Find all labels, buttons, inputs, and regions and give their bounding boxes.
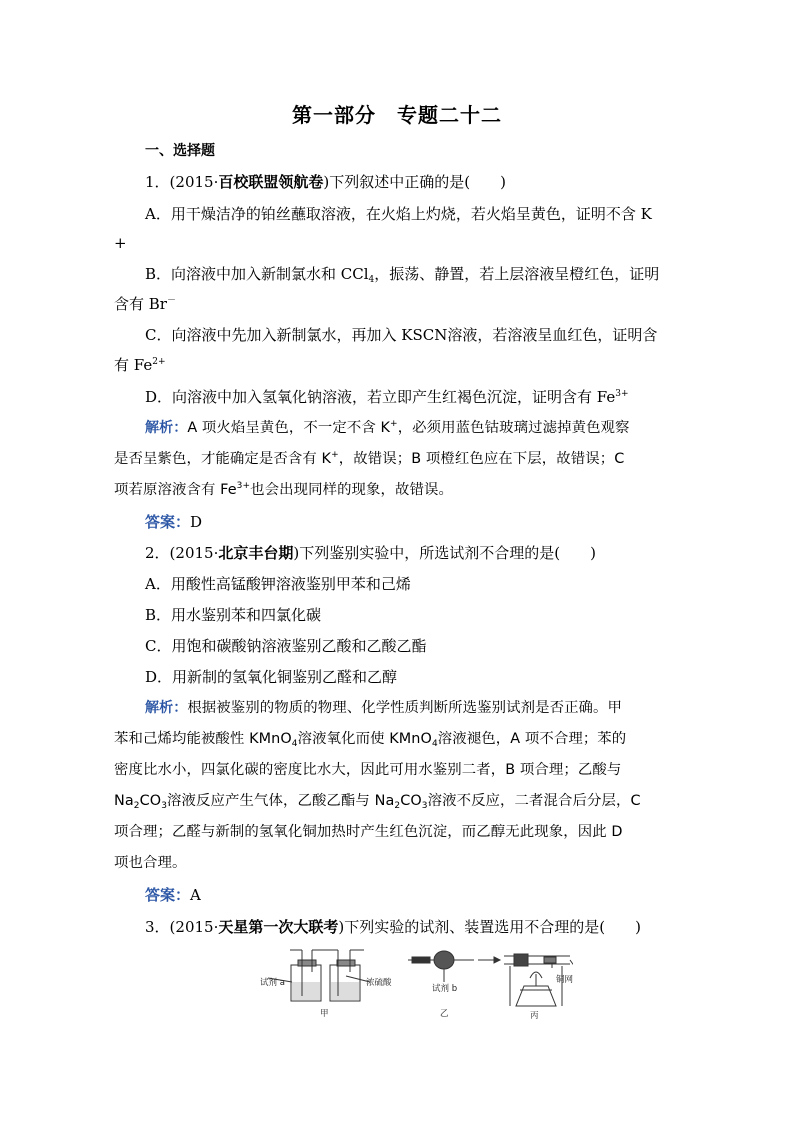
q1-option-c-cont: 有 $Fe^{2+}$ xyxy=(114,356,166,374)
question-2-stem: 2．(2015·北京丰台期)下列鉴别实验中，所选试剂不合理的是( ) xyxy=(145,544,596,562)
q1-analysis-line-3: 项若原溶液含有 $Fe^{3+}$也会出现同样的现象，故错误。 xyxy=(114,481,453,498)
q2-analysis-line-5: 项合理；乙醛与新制的氢氧化铜加热时产生红色沉淀，而乙醇无此现象，因此 D xyxy=(114,824,623,840)
q2-answer: 答案：A xyxy=(145,886,201,904)
q2-analysis-line-6: 项也合理。 xyxy=(114,855,187,871)
question-3-stem: 3．(2015·天星第一次大联考)下列实验的试剂、装置选用不合理的是( ) xyxy=(145,918,641,936)
label-reagent-a: 试剂 a xyxy=(260,978,285,988)
q2-analysis-line-1: 解析：根据被鉴别的物质的物理、化学性质判断所选鉴别试剂是否正确。甲 xyxy=(145,700,623,716)
drying-tube xyxy=(408,951,474,982)
q1-analysis-line-2: 是否呈紫色，才能确定是否含有 K+，故错误；B 项橙红色应在下层，故错误；C xyxy=(114,450,625,467)
q2-option-a: A．用酸性高锰酸钾溶液鉴别甲苯和己烯 xyxy=(145,575,411,593)
label-copper-mesh: 铜网 xyxy=(556,975,573,985)
combustion-tube xyxy=(504,954,573,974)
q1-option-a-cont: + xyxy=(114,234,127,252)
answer-label: 答案： xyxy=(145,886,191,904)
label-yi: 乙 xyxy=(440,1009,449,1019)
q1-analysis-line-1: 解析：A 项火焰呈黄色，不一定不含 K+，必须用蓝色钴玻璃过滤掉黄色观察 xyxy=(145,419,630,436)
q2-option-c: C．用饱和碳酸钠溶液鉴别乙酸和乙酸乙酯 xyxy=(145,637,427,655)
q2-option-d: D．用新制的氢氧化铜鉴别乙醛和乙醇 xyxy=(145,668,398,686)
alcohol-lamp xyxy=(516,972,556,1006)
q1-option-b-cont: 含有 Br－ xyxy=(114,295,176,313)
q1-option-d: D．向溶液中加入氢氧化钠溶液，若立即产生红褐色沉淀，证明含有 $Fe^{3+}$ xyxy=(145,388,629,406)
label-reagent-b: 试剂 b xyxy=(432,984,458,994)
q2-analysis-line-4: $Na_2CO_3$溶液反应产生气体，乙酸乙酯与 $Na_2CO_3$溶液不反应，二者混合后分层，C xyxy=(114,793,641,811)
label-conc-acid: 浓硫酸 xyxy=(366,978,392,988)
q2-analysis-line-2: 苯和己烯均能被酸性 KMnO$_4$溶液氧化而使 KMnO$_4$溶液褪色，A 项不合理；苯的 xyxy=(114,731,627,749)
q1-option-b: B．向溶液中加入新制氯水和 CCl$_4$，振荡、静置，若上层溶液呈橙红色，证明 xyxy=(145,265,660,285)
page-title: 第一部分 专题二十二 xyxy=(292,103,502,127)
apparatus-figure xyxy=(248,948,573,1023)
q1-option-a: A．用干燥洁净的铂丝蘸取溶液，在火焰上灼烧，若火焰呈黄色，证明不含 K xyxy=(145,205,652,223)
answer-label: 答案： xyxy=(145,513,191,531)
q1-option-c: C．向溶液中先加入新制氯水，再加入 KSCN溶液，若溶液呈血红色，证明含 xyxy=(145,326,658,344)
analysis-label: 解析： xyxy=(145,420,188,436)
gas-washing-bottle-2 xyxy=(330,950,364,1001)
section-heading: 一、选择题 xyxy=(145,143,215,159)
q1-answer: 答案：D xyxy=(145,513,203,531)
q2-option-b: B．用水鉴别苯和四氯化碳 xyxy=(145,606,322,624)
label-bing: 丙 xyxy=(530,1011,539,1021)
label-jia: 甲 xyxy=(320,1009,329,1019)
analysis-label: 解析： xyxy=(145,700,188,716)
question-1-stem: 1．(2015·百校联盟领航卷)下列叙述中正确的是( ) xyxy=(145,173,506,191)
q2-analysis-line-3: 密度比水小，四氯化碳的密度比水大，因此可用水鉴别二者，B 项合理；乙酸与 xyxy=(114,762,622,778)
